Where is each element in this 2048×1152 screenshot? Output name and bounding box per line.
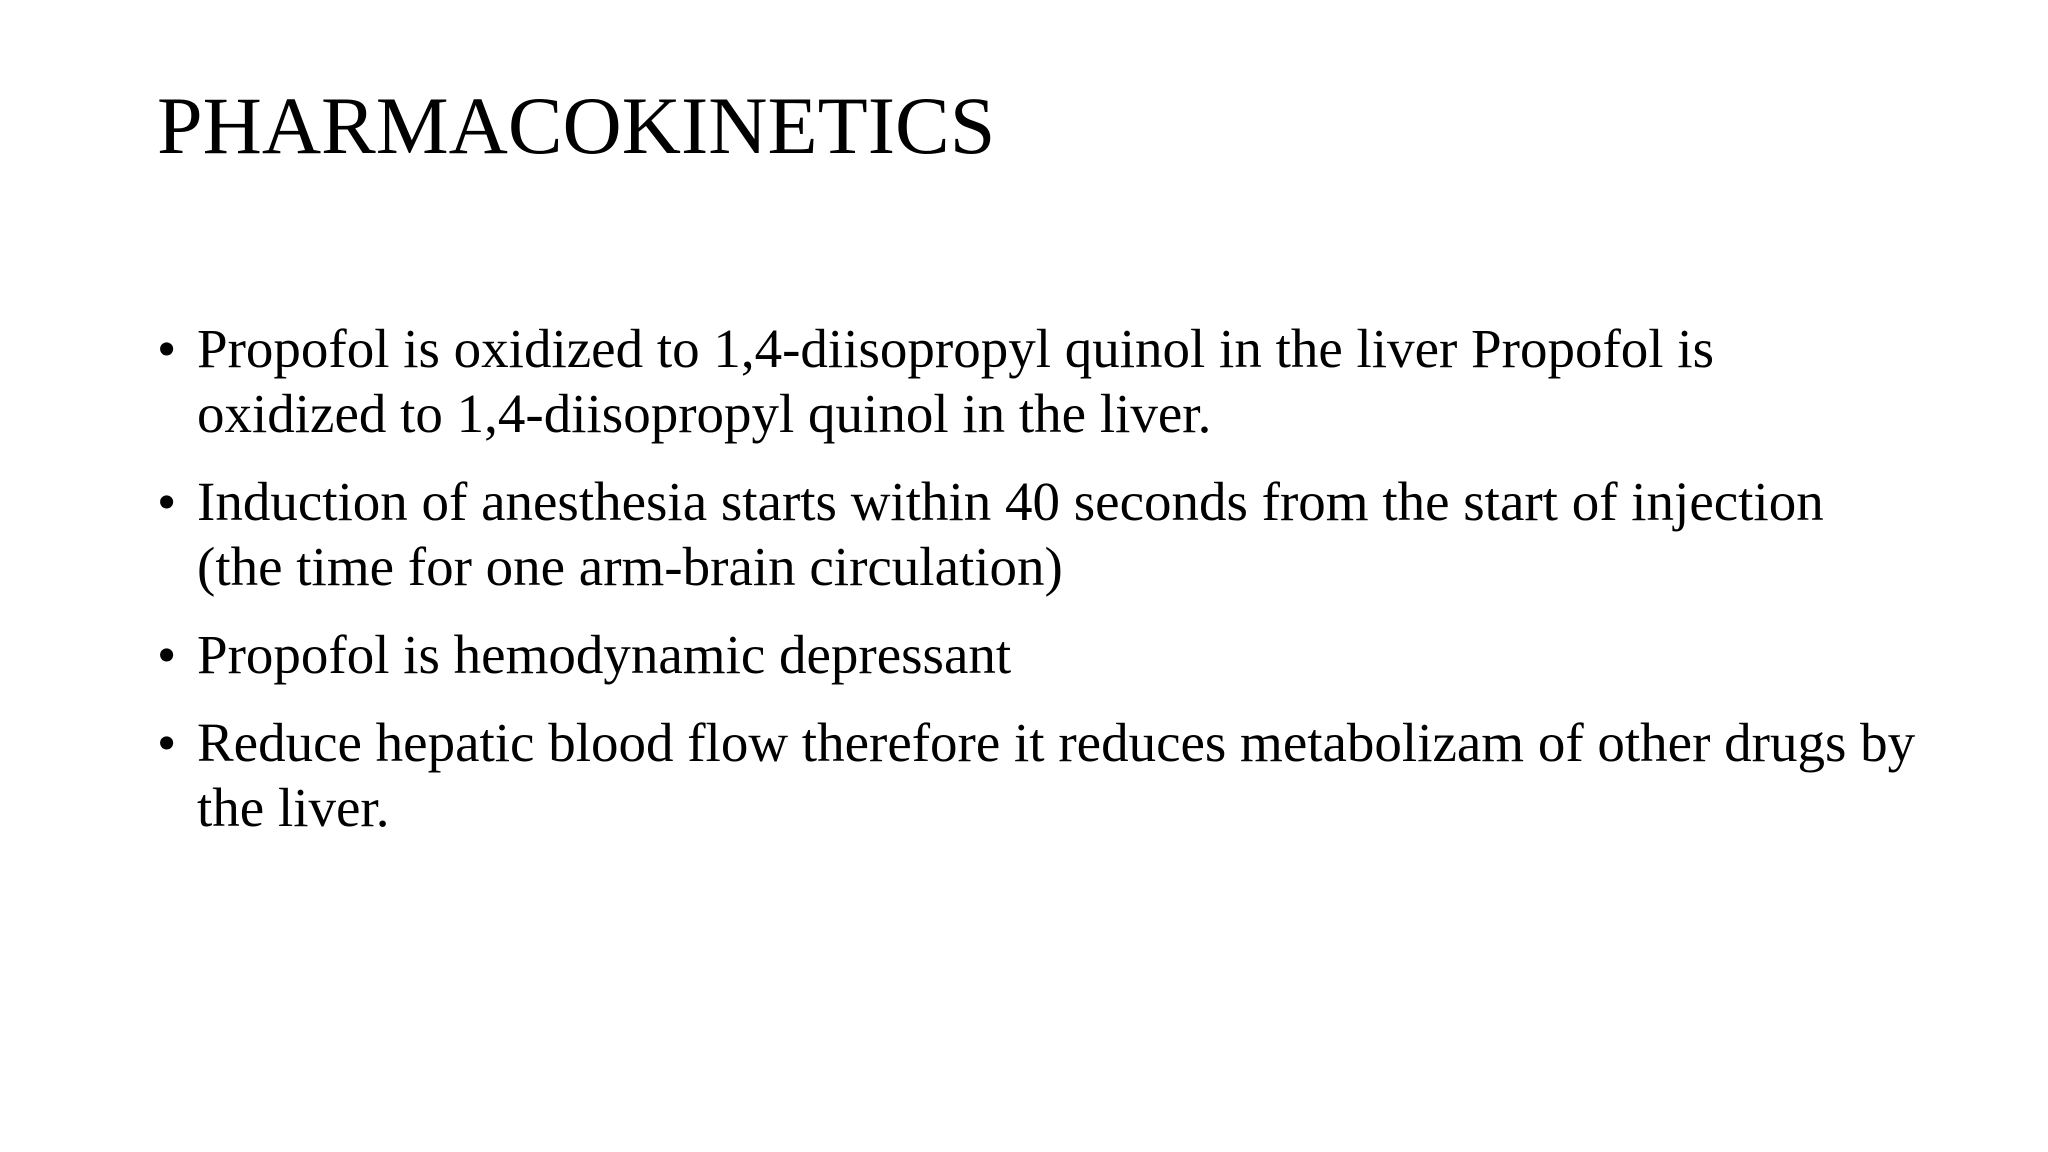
bullet-item [157,316,1917,446]
slide-title: PHARMACOKINETICS [157,80,996,171]
bullet-item [157,710,1917,840]
bullet-icon: • [157,318,177,379]
bullet-item [157,469,1917,599]
bullet-icon: • [157,624,177,685]
bullet-icon: • [157,712,177,773]
bullet-text: Induction of anesthesia starts within 40 seconds from the start of injection (the time for one arm-brain circulation) [197,471,1824,597]
bullet-list [157,316,1917,863]
bullet-text: Reduce hepatic blood flow therefore it reduces metabolizam of other drugs by the liver. [197,712,1916,838]
bullet-icon: • [157,471,177,532]
bullet-text: Propofol is hemodynamic depressant [197,624,1012,685]
bullet-text: Propofol is oxidized to 1,4-diisopropyl quinol in the liver Propofol is oxidized to 1,4-diisopropyl quinol in the liver. [197,318,1714,444]
bullet-item [157,622,1917,687]
